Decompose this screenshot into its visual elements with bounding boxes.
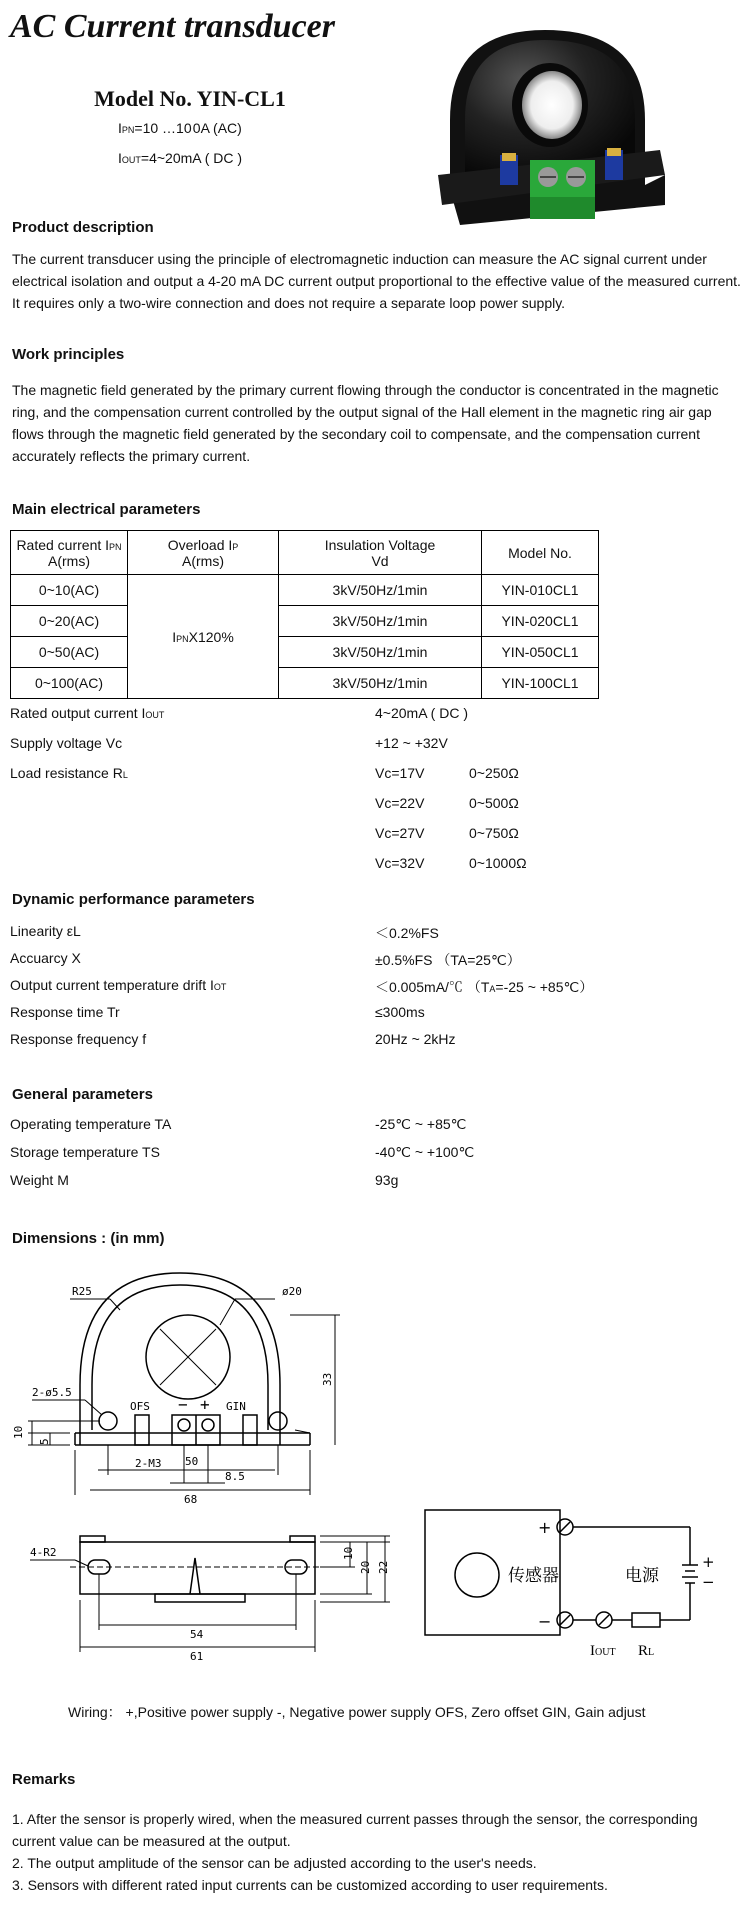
- param-label: Weight M: [10, 1172, 69, 1188]
- load-r: 0~500Ω: [469, 795, 519, 811]
- rated-output-value: 4~20mA ( DC ): [375, 705, 468, 721]
- param-value: -40℃ ~ +100℃: [375, 1144, 475, 1160]
- battery-minus: −: [702, 1573, 715, 1591]
- dim-label: +: [200, 1395, 210, 1414]
- dim-label: 54: [190, 1628, 204, 1641]
- dim-label: 8.5: [225, 1470, 245, 1483]
- remark-item: 1. After the sensor is properly wired, when the measured current passes through the sensor, the corresponding current value can be measured at the output.: [12, 1811, 698, 1849]
- param-label: Response frequency f: [10, 1031, 147, 1047]
- model-number: Model No. YIN-CL1: [94, 86, 286, 111]
- remark-item: 3. Sensors with different rated input currents can be customized according to user requirements.: [12, 1877, 608, 1893]
- main-params-heading: Main electrical parameters: [12, 501, 201, 518]
- dim-label: 5: [38, 1438, 51, 1445]
- wiring-plus: +: [538, 1518, 552, 1537]
- rl-label: RL: [638, 1643, 655, 1659]
- remarks-heading: Remarks: [12, 1771, 76, 1788]
- table-cell: 3kV/50Hz/1min: [279, 668, 482, 699]
- param-label: Storage temperature TS: [10, 1144, 160, 1160]
- front-view-drawing: [10, 1255, 340, 1530]
- dim-label: 22: [377, 1560, 390, 1574]
- param-label: Output current temperature drift IOT: [10, 977, 227, 993]
- param-value: ≤300ms: [375, 1004, 425, 1020]
- table-cell: YIN-100CL1: [482, 668, 599, 699]
- table-cell: YIN-010CL1: [482, 575, 599, 606]
- param-value: 20Hz ~ 2kHz: [375, 1031, 456, 1047]
- header-model-no: Model No.: [482, 531, 599, 575]
- table-cell: YIN-050CL1: [482, 637, 599, 668]
- power-label: 电源: [625, 1566, 659, 1586]
- header-rated-current: Rated current IPN A(rms): [11, 531, 128, 575]
- param-value: ＜0.005mA/℃ （TA=-25 ~ +85℃）: [375, 979, 594, 995]
- load-resistance-label: Load resistance RL: [10, 765, 128, 781]
- work-principles-heading: Work principles: [12, 346, 125, 363]
- dim-label: ø20: [282, 1285, 302, 1298]
- table-cell: 0~10(AC): [11, 575, 128, 606]
- table-cell: 0~50(AC): [11, 637, 128, 668]
- param-value: 93g: [375, 1172, 399, 1188]
- supply-voltage-label: Supply voltage Vc: [10, 735, 123, 751]
- dim-label: 4-R2: [30, 1546, 57, 1559]
- dimensions-heading: Dimensions : (in mm): [12, 1230, 165, 1247]
- work-principles-text: The magnetic field generated by the primary current flowing through the conductor is concentrated in the magnetic ring, and the compensation current controlled by the output signal of the Hall element in the magnetic ring air gap flows through the magnetic field generated by the secondary coil to compensate, and the compensation current accurately reflects the primary current.: [12, 382, 719, 464]
- param-label: Response time Tr: [10, 1004, 120, 1020]
- product-description-heading: Product description: [12, 219, 154, 236]
- dim-label: 2-ø5.5: [32, 1386, 72, 1399]
- table-cell: YIN-020CL1: [482, 606, 599, 637]
- dim-label: −: [178, 1395, 188, 1414]
- wiring-diagram: [420, 1505, 720, 1685]
- param-label: Linearity εL: [10, 923, 81, 939]
- product-photo: [430, 25, 670, 230]
- product-description-text: The current transducer using the principle of electromagnetic induction can measure the AC signal current under electrical isolation and output a 4-20 mA DC current output proportional to the effective value of the measured current. It requires only a two-wire connection and does not require a separate loop power supply.: [12, 251, 741, 311]
- load-r: 0~250Ω: [469, 765, 519, 781]
- table-cell: 3kV/50Hz/1min: [279, 606, 482, 637]
- load-vc: Vc=22V: [375, 795, 425, 811]
- wiring-legend: Wiring： +,Positive power supply -, Negative power supply OFS, Zero offset GIN, Gain adjust: [68, 1704, 646, 1720]
- dim-label: 10: [342, 1546, 355, 1560]
- load-r: 0~1000Ω: [469, 855, 527, 871]
- output-current-spec: IOUT=4~20mA ( DC ): [118, 150, 243, 166]
- header-overload: Overload IP A(rms): [128, 531, 279, 575]
- dim-label: 20: [359, 1560, 372, 1574]
- table-cell: 0~20(AC): [11, 606, 128, 637]
- load-r: 0~750Ω: [469, 825, 519, 841]
- bottom-view-drawing: [10, 1530, 400, 1670]
- dim-label: OFS: [130, 1400, 150, 1413]
- rated-output-label: Rated output current IOUT: [10, 705, 165, 721]
- general-heading: General parameters: [12, 1086, 153, 1103]
- table-cell: 3kV/50Hz/1min: [279, 575, 482, 606]
- supply-voltage-value: +12 ~ +32V: [375, 735, 448, 751]
- load-vc: Vc=27V: [375, 825, 425, 841]
- param-value: ±0.5%FS （TA=25℃）: [375, 952, 521, 968]
- load-vc: Vc=32V: [375, 855, 425, 871]
- iout-label: IOUT: [590, 1643, 616, 1659]
- dim-label: 61: [190, 1650, 204, 1663]
- wiring-minus: −: [538, 1612, 552, 1631]
- overload-cell: IPNX120%: [128, 575, 279, 699]
- dim-label: GIN: [226, 1400, 246, 1413]
- dim-label: 10: [12, 1425, 25, 1439]
- dynamic-heading: Dynamic performance parameters: [12, 891, 255, 908]
- main-params-table: [10, 530, 599, 699]
- table-cell: 0~100(AC): [11, 668, 128, 699]
- remark-item: 2. The output amplitude of the sensor can be adjusted according to the user's needs.: [12, 1855, 537, 1871]
- battery-plus: +: [702, 1553, 715, 1571]
- table-cell: 3kV/50Hz/1min: [279, 637, 482, 668]
- sensor-label: 传感器: [508, 1566, 559, 1586]
- dim-label: 50: [185, 1455, 199, 1468]
- page-title: AC Current transducer: [10, 8, 335, 45]
- rated-current-spec: IPN=10 …10 0A (AC): [118, 120, 242, 136]
- param-label: Accuarcy X: [10, 950, 81, 966]
- dim-label: 68: [184, 1493, 198, 1506]
- param-label: Operating temperature TA: [10, 1116, 172, 1132]
- dim-label: 33: [321, 1372, 334, 1386]
- dim-label: 2-M3: [135, 1457, 162, 1470]
- dim-label: R25: [72, 1285, 92, 1298]
- header-insulation-voltage: Insulation Voltage Vd: [279, 531, 482, 575]
- param-value: -25℃ ~ +85℃: [375, 1116, 467, 1132]
- load-vc: Vc=17V: [375, 765, 425, 781]
- param-value: ＜0.2%FS: [375, 925, 439, 941]
